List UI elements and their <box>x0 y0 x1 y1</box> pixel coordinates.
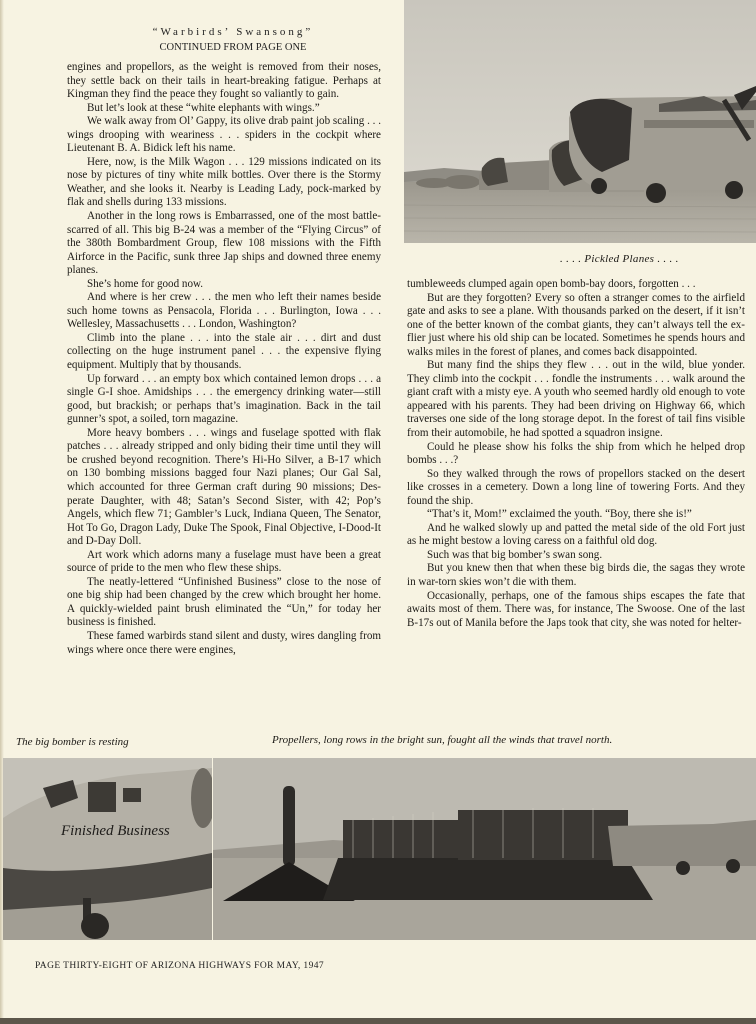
paragraph: Occasionally, perhaps, one of the famous ships escapes the fate that awaits most of them. There was, for instance, The Swoose. One of the last B-17s out of Manila before the Japs took that city, she was noted for helter- <box>407 589 745 629</box>
bomber-resting-caption: The big bomber is resting <box>16 736 129 748</box>
paragraph: Art work which adorns many a fuselage must have been a great source of pride to the men who flew these ships. <box>67 548 381 575</box>
paragraph: Another in the long rows is Embarrassed, one of the most battle-scarred of all. This big B-24 was a member of the “Flying Circus” of the 380th Bombardment Group, flew 108 missions with the Fifth Airforce in the Pacific, sunk three Jap ships and downed three enemy planes. <box>67 210 381 277</box>
paragraph: She’s home for good now. <box>87 277 204 290</box>
paragraph: engines and propellors, as the weight is removed from their noses, they settle back on their tails in heart-breaking fatigue. Perhaps at Kingman they find the peace they fought so valiantly to gain. <box>67 61 381 101</box>
paragraph: More heavy bombers . . . wings and fuselage spotted with flak patches . . . already stripped and only biding their time until they will be crushed beyond recognition. There’s Hi-Ho Silver, a B-17 which on 130 bombing missions bagged four Nazi planes; Our Gal Sal, which accounted for three German craft during 90 missions; Desperate Daughter, with 48; Satan’s Second Sister, with 42; Pop’s Angels, which flew 71; Gambler’s Luck, Indiana Queen, The Senator, Hot To Go, Dragon Lady, Duke The Spook, Final Objective, I-Dood-It and D-Day Doll. <box>67 426 381 548</box>
paragraph: Could he please show his folks the ship from which he helped drop bombs . . .? <box>407 440 745 467</box>
paragraph: But many find the ships they flew . . . out in the wild, blue yonder. They climb into the cockpit . . . fondle the instruments . . . walk around the giant craft with a misty eye. A youth who seemed hardly old enough to vote appeared with his parents. They had been driving on Highway 66, which traverses one side of the long storage depot. In the forest of tail fins visible from their automobile, he had spotted a squadron insigne. <box>407 359 745 440</box>
pickled-planes-photo <box>404 0 756 243</box>
continued-notice: CONTINUED FROM PAGE ONE <box>159 42 307 53</box>
paragraph: “That’s it, Mom!” exclaimed the youth. “Boy, there she is!” <box>427 508 692 521</box>
nose-art-text: Finished Business <box>61 823 170 839</box>
paragraph: Here, now, is the Milk Wagon . . . 129 missions indicated on its nose by pictures of tiny white milk bottles. Over there is the Stormy Weather, and she looks it. Nearby is Leading Lady, pock-marked by flak and shells during 133 missions. <box>67 155 381 209</box>
paragraph: Up forward . . . an empty box which contained lemon drops . . . a single G-I shoe. Amidships . . . the emergency drinking water—still good, but brackish; or perhaps that’s imagination. Back in the tail gunner’s spot, a soiled, torn magazine. <box>67 372 381 426</box>
paragraph: The neatly-lettered “Unfinished Business” close to the nose of one big ship had been changed by the crew which brought her home. A quickly-wielded paint brush eliminated the “Un,” for today her business is finished. <box>67 575 381 629</box>
paragraph: But are they forgotten? Every so often a stranger comes to the airfield gate and asks to see a plane. With thousands parked on the desert, if it isn’t one of the better known of the combat giants, they can’t always tell the ex-flier just where his old ship can be located. Sometimes he spends hours and walks miles in the forest of planes, and comes back disappointed. <box>407 291 745 358</box>
left-text-column <box>67 61 381 657</box>
page-bottom-edge <box>0 1018 756 1024</box>
big-bomber-photo <box>3 758 212 940</box>
paragraph: Such was that big bomber’s swan song. <box>427 548 603 561</box>
paragraph: We walk away from Ol’ Gappy, its olive drab paint job scaling . . . wings drooping with weariness . . . spiders in the cockpit where Lieutenant B. A. Bidick left his name. <box>67 115 381 155</box>
pickled-planes-caption: . . . . Pickled Planes . . . . <box>560 253 679 265</box>
right-text-column <box>407 278 745 630</box>
paragraph: And where is her crew . . . the men who left their names beside such home towns as Pensacola, Florida . . . Burlington, Iowa . . . Wellesley, Massachusetts . . . London, Washington? <box>67 291 381 331</box>
paragraph: But you knew then that when these big birds die, the sagas they wrote in war-torn skies won’t die with them. <box>407 562 745 589</box>
propellers-photo <box>213 758 756 940</box>
paragraph: And he walked slowly up and patted the metal side of the old Fort just as he might bestow a loving caress on a faithful old dog. <box>407 521 745 548</box>
paragraph: So they walked through the rows of propellors stacked on the desert like crosses in a cemetery. Down a long line of towering Forts. And they found the ship. <box>407 467 745 507</box>
paragraph: tumbleweeds clumped again open bomb-bay doors, forgotten . . . <box>407 278 696 290</box>
paragraph: These famed warbirds stand silent and dusty, wires dangling from wings where once there were engines, <box>67 629 381 656</box>
page-footer: PAGE THIRTY-EIGHT OF ARIZONA HIGHWAYS FOR MAY, 1947 <box>35 961 325 971</box>
paragraph: Climb into the plane . . . into the stale air . . . dirt and dust collecting on the huge instrument panel . . . the expensive flying equipment. Multiply that by thousands. <box>67 331 381 372</box>
article-title: “Warbirds’ Swansong” <box>152 26 314 38</box>
paragraph: But let’s look at these “white elephants with wings.” <box>87 101 320 114</box>
propellers-caption: Propellers, long rows in the bright sun, fought all the winds that travel north. <box>272 734 613 746</box>
